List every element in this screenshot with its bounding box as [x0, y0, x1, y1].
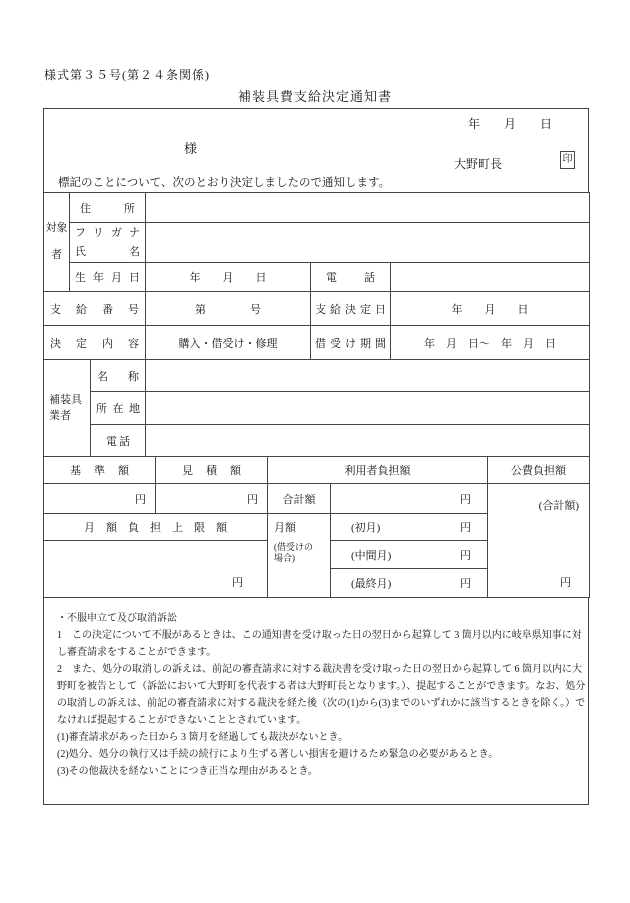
vendor-name-value-field: [146, 360, 590, 392]
decision-date-value-field: 年 月 日: [391, 292, 590, 326]
addressee-suffix: 様: [184, 141, 198, 156]
monthly-note: (借受けの場合): [274, 542, 313, 563]
estimate-amount-header: 見積額: [156, 457, 268, 484]
notes-section: ・不服申立て及び取消訴訟 1 この決定について不服があるときは、この通知書を受け取った日の翌日から起算して 3 箇月以内に岐阜県知事に対 し審査請求をすることができます。 2 また、処分の取消しの訴えは、前記の審査請求に対する裁決書を受け取った日の翌日から起算して 6 箇月以内に大 野町を被告として（訴訟において大野町を代表する者は大野町長となります。）、提起することができます。なお、処分 の取消しの訴えは、前記の審査請求に対する裁決を経た後（次の(1)から(3)までのいずれかに該当するときを除く。）で なければ提起することができないこととされています。 (1)審査請求があった日から 3 箇月を経過しても裁決がないとき。 (2)処分、処分の執行又は手続の続行により生ずる著しい損害を避けるため緊急の必要があるとき。 (3)その他裁決を経ないことにつき正当な理由があるとき。: [43, 598, 589, 805]
vendor-address-value-field: [146, 392, 590, 425]
monthly-label-cell: [268, 514, 331, 598]
middle-month-cell: [331, 541, 488, 569]
subject-group-label: 対象者: [44, 193, 70, 292]
address-label: 住所: [70, 193, 146, 223]
public-burden-value-field: 円: [560, 576, 571, 589]
user-total-label: 合計額: [268, 484, 331, 514]
subject-phone-value-field: [391, 263, 590, 292]
payment-number-value-field: 第 号: [146, 292, 311, 326]
birth-value-field: 年 月 日: [146, 263, 311, 292]
last-month-value-field: 円: [460, 578, 471, 590]
vendor-address-label: 所在地: [91, 392, 146, 425]
first-month-value-field: 円: [460, 522, 471, 534]
notice-box: [43, 108, 589, 805]
amounts-table: [43, 456, 590, 598]
page-title: 補装具費支給決定通知書: [237, 89, 392, 104]
issuer-name: 大野町長: [454, 157, 503, 171]
user-burden-header: 利用者負担額: [268, 457, 488, 484]
form-number: 様式第３５号(第２４条関係): [44, 68, 210, 82]
vendor-phone-label: 電話: [91, 425, 146, 457]
subject-phone-label: 電話: [311, 263, 391, 292]
intro-text: 標記のことについて、次のとおり決定しましたので通知します。: [58, 177, 391, 189]
middle-month-label: (中間月): [351, 549, 392, 562]
rental-period-value-field: 年 月 日～ 年 月 日: [391, 326, 590, 360]
last-month-label: (最終月): [351, 578, 392, 590]
issue-date-line: 年 月 日: [467, 117, 552, 131]
estimate-amount-value-field: 円: [156, 484, 268, 514]
public-burden-header: 公費負担額: [488, 457, 590, 484]
first-month-cell: [331, 514, 488, 541]
birth-label: 生年月日: [70, 263, 146, 292]
vendor-name-label: 名称: [91, 360, 146, 392]
last-month-cell: [331, 569, 488, 598]
decision-date-label: 支給決定日: [311, 292, 391, 326]
public-total-note: (合計額): [538, 499, 579, 512]
furigana-name-value-field: [146, 223, 590, 263]
user-total-value-field: 円: [331, 484, 488, 514]
vendor-phone-value-field: [146, 425, 590, 457]
address-value-field: [146, 193, 590, 223]
subject-table: [43, 192, 590, 457]
seal-box: 印: [560, 151, 575, 169]
rental-period-label: 借受け期間: [311, 326, 391, 360]
name-label: 氏名: [75, 245, 140, 258]
vendor-group-label: 補装具業者: [44, 360, 91, 457]
payment-number-label: 支給番号: [44, 292, 146, 326]
monthly-cap-label: 月額負担上限額: [44, 514, 268, 541]
middle-month-value-field: 円: [460, 549, 471, 562]
furigana-name-label: [70, 223, 146, 263]
base-amount-header: 基準額: [44, 457, 156, 484]
first-month-label: (初月): [351, 522, 381, 534]
decision-content-value: 購入・借受け・修理: [146, 326, 311, 360]
base-amount-value-field: 円: [44, 484, 156, 514]
monthly-cap-value-field: 円: [44, 541, 268, 598]
furigana-label: フリガナ: [75, 226, 140, 239]
public-burden-cell: [488, 484, 590, 598]
notice-header: [43, 108, 589, 192]
monthly-label: 月額: [274, 522, 296, 534]
decision-content-label: 決定内容: [44, 326, 146, 360]
